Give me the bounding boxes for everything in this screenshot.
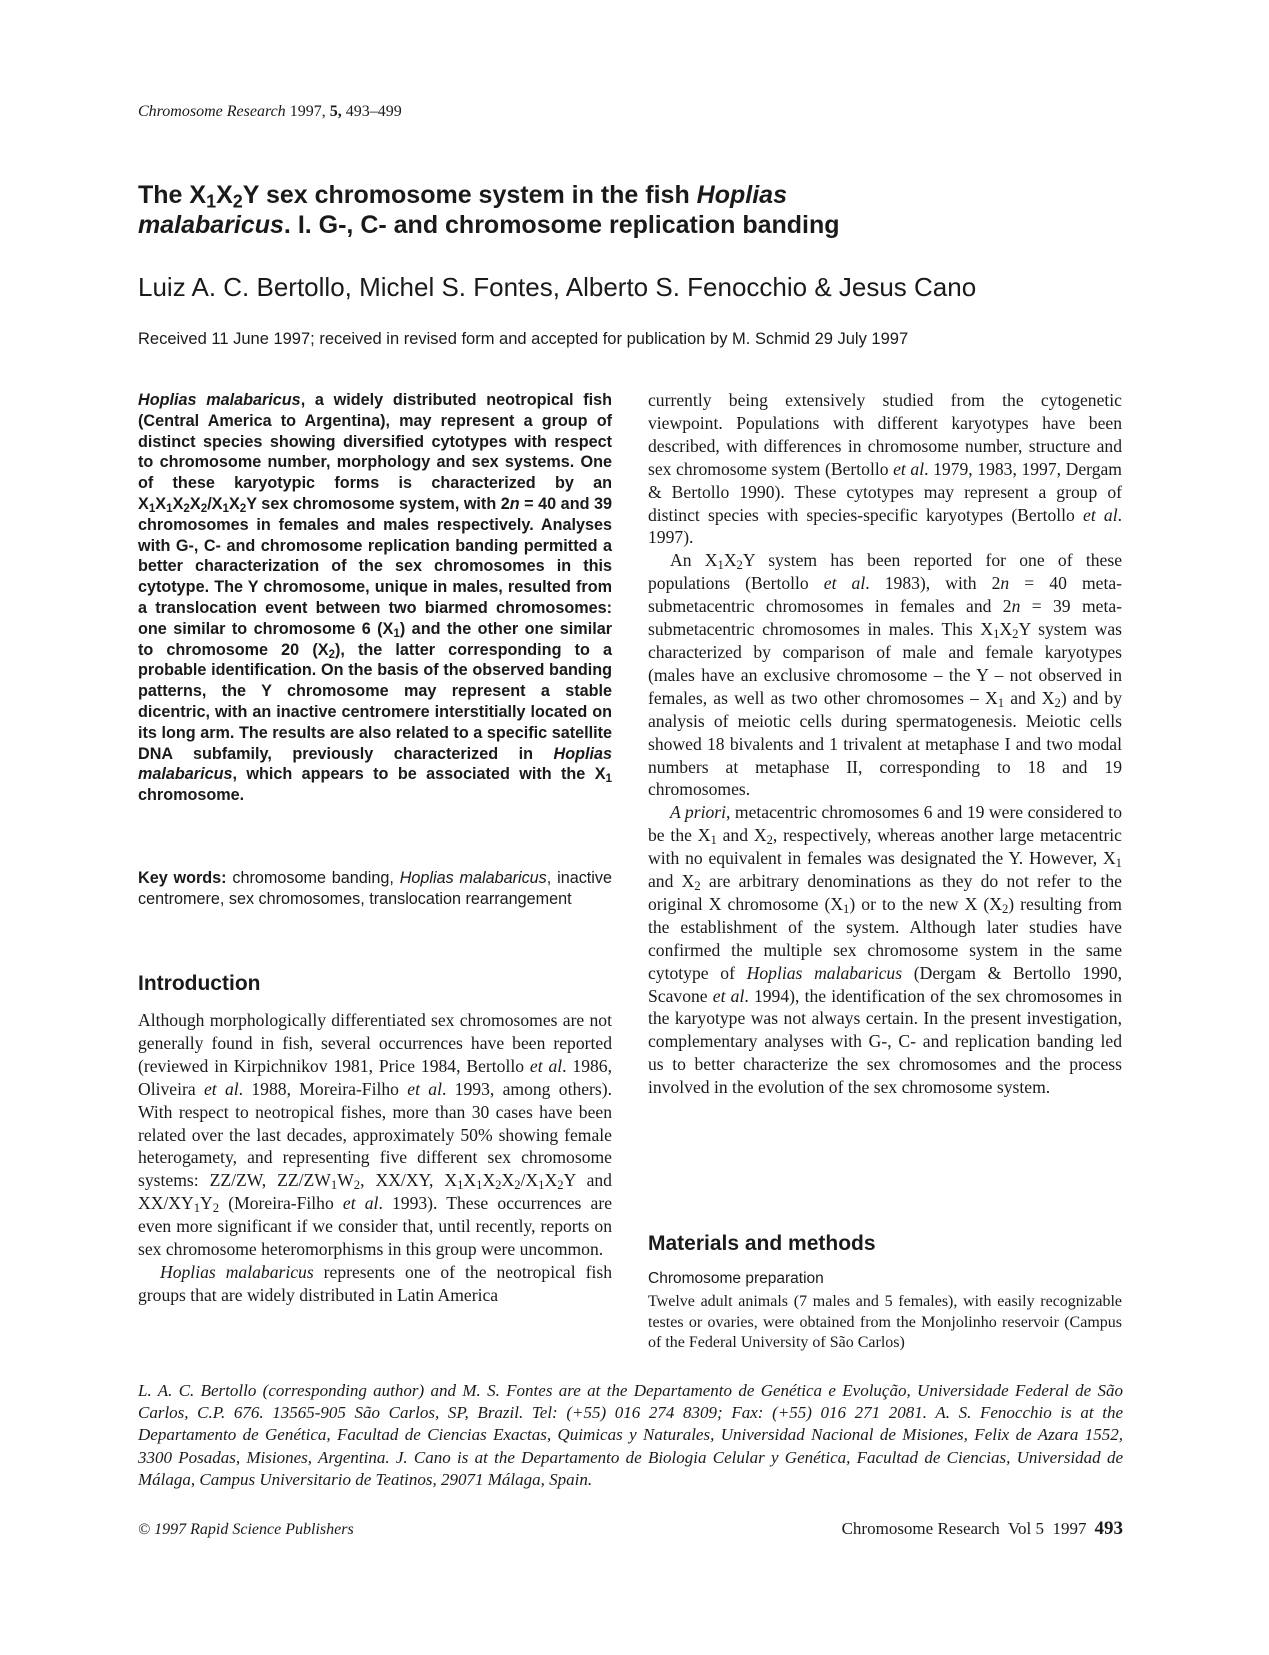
abstract: Hoplias malabaricus, a widely distributed neotropical fish (Central America to Argentina), may represent a group of distinct species showing diversified cytotypes with respect to chromosome number, morphology and sex systems. One of these karyotypic forms is characterized by an $X_1X_1X_2X_2/X_1X_2Y$ sex chromosome system, with 2n = 40 and 39 chromosomes in females and males respectively. Analyses with G-, C- and chromosome replication banding permitted a better characterization of the sex chromosomes in this cytotype. The Y chromosome, unique in males, resulted from a translocation event between two biarmed chromosomes: one similar to chromosome 6 $(X_1)$ and the other one similar to chromosome 20 $(X_2)$, the latter corresponding to a probable identification. On the basis of the observed banding patterns, the Y chromosome may represent a stable dicentric, with an inactive centromere interstitially located on its long arm. The results are also related to a specific satellite DNA subfamily, previously characterized in Hoplias malabaricus, which appears to be associated with the $X_1$ chromosome.: [138, 391, 612, 805]
methods-heading: Materials and methods: [648, 1232, 876, 1255]
journal-reference: [138, 103, 402, 121]
copyright: © 1997 Rapid Science Publishers: [138, 1521, 354, 1538]
intro-paragraph-1: Although morphologically differentiated sex chromosomes are not generally found in fish, several occurrences have been reported (reviewed in Kirpichnikov 1981, Price 1984, Bertollo et al. 1986, Oliveira et al. 1988, Moreira-Filho et al. 1993, among others). With respect to neotropical fishes, more than 30 cases have been related over the last decades, approximately 50% showing female heterogamety, and representing five different sex chromosome systems: ZZ/ZW, $ZZ/ZW_1W_2$, XX/XY, $X_1X_1X_2X_2/X_1X_2Y$ and $XX/XY_1Y_2$ (Moreira-Filho et al. 1993). These occurrences are even more significant if we consider that, until recently, reports on sex chromosome heteromorphisms in this group were uncommon.: [138, 1010, 613, 1260]
footer-journal-vol: Chromosome Research Vol 5 1997: [841, 1519, 1087, 1538]
article-title: The $X_1X_2Y$ sex chromosome system in the fish Hoplias malabaricus. I. G-, C- and chromosome replication banding: [138, 181, 840, 239]
journal-name: Chromosome Research: [138, 103, 286, 120]
methods-subheading: Chromosome preparation: [648, 1270, 824, 1287]
authors: Luiz A. C. Bertollo, Michel S. Fontes, Alberto S. Fenocchio & Jesus Cano: [138, 272, 977, 302]
received-dates: Received 11 June 1997; received in revised form and accepted for publication by M. Schmid 29 July 1997: [138, 330, 909, 348]
keywords: Key words: chromosome banding, Hoplias malabaricus, inactive centromere, sex chromosomes, translocation rearrangement: [138, 869, 612, 908]
journal-year: 1997,: [289, 103, 326, 120]
right-paragraph-2: An $X_1X_2Y$ system has been reported for one of these populations (Bertollo et al. 1983), with 2n = 40 meta-submetacentric chromosomes in females and 2n = 39 meta-submetacentric chromosomes in males. This $X_1X_2Y$ system was characterized by comparison of male and female karyotypes (males have an exclusive chromosome – the Y – not observed in females, as well as two other chromosomes – $X_1$ and $X_2$) and by analysis of meiotic cells during spermatogenesis. Meiotic cells showed 18 bivalents and 1 trivalent at metaphase I and two modal numbers at metaphase II, corresponding to 18 and 19 chromosomes.: [648, 550, 1123, 800]
right-paragraph-1: currently being extensively studied from the cytogenetic viewpoint. Populations with different karyotypes have been described, with differences in chromosome number, structure and sex chromosome system (Bertollo et al. 1979, 1983, 1997, Dergam & Bertollo 1990). These cytotypes may represent a group of distinct species with species-specific karyotypes (Bertollo et al. 1997).: [648, 390, 1122, 548]
journal-pages: 493–499: [345, 103, 402, 120]
introduction-heading: Introduction: [138, 972, 261, 995]
page-number: 493: [1094, 1518, 1123, 1539]
right-column-body: [648, 389, 1122, 1099]
methods-body: Twelve adult animals (7 males and 5 females), with easily recognizable testes or ovaries, were obtained from the Monjolinho reservoir (Campus of the Federal University of São Carlos): [648, 1293, 1122, 1351]
right-paragraph-3: A priori, metacentric chromosomes 6 and 19 were considered to be the $X_1$ and $X_2$, respectively, whereas another large metacentric with no equivalent in females was designated the Y. However, $X_1$ and $X_2$ are arbitrary denominations as they do not refer to the original X chromosome $(X_1)$ or to the new X $(X_2)$ resulting from the establishment of the system. Although later studies have confirmed the multiple sex chromosome system in the same cytotype of Hoplias malabaricus (Dergam & Bertollo 1990, Scavone et al. 1994), the identification of the sex chromosomes in the karyotype was not always certain. In the present investigation, complementary analyses with G-, C- and replication banding led us to better characterize the sex chromosomes and the process involved in the evolution of the sex chromosome system.: [648, 802, 1123, 1098]
intro-paragraph-2: Hoplias malabaricus represents one of the neotropical fish groups that are widely distributed in Latin America: [138, 1261, 613, 1305]
author-affiliations-footnote: L. A. C. Bertollo (corresponding author) and M. S. Fontes are at the Departamento de Genética e Evolução, Universidade Federal de São Carlos, C.P. 676. 13565-905 São Carlos, SP, Brazil. Tel: (+55) 016 274 8309; Fax: (+55) 016 271 2081. A. S. Fenocchio is at the Departamento de Genética, Facultad de Ciencias Exactas, Quimicas y Naturales, Universidad Nacional de Misiones, Felix de Azara 1552, 3300 Posadas, Misiones, Argentina. J. Cano is at the Departamento de Biologia Celular y Genética, Facultad de Ciencias, Universidad de Málaga, Campus Universitario de Teatinos, 29071 Málaga, Spain.: [138, 1381, 1123, 1489]
introduction-body: [138, 1009, 612, 1307]
journal-volume: 5,: [329, 103, 342, 120]
sex-system-formula: $X_1X_1X_2X_2/X_1X_2Y$: [138, 494, 257, 515]
footer-journal: [842, 1518, 1123, 1540]
